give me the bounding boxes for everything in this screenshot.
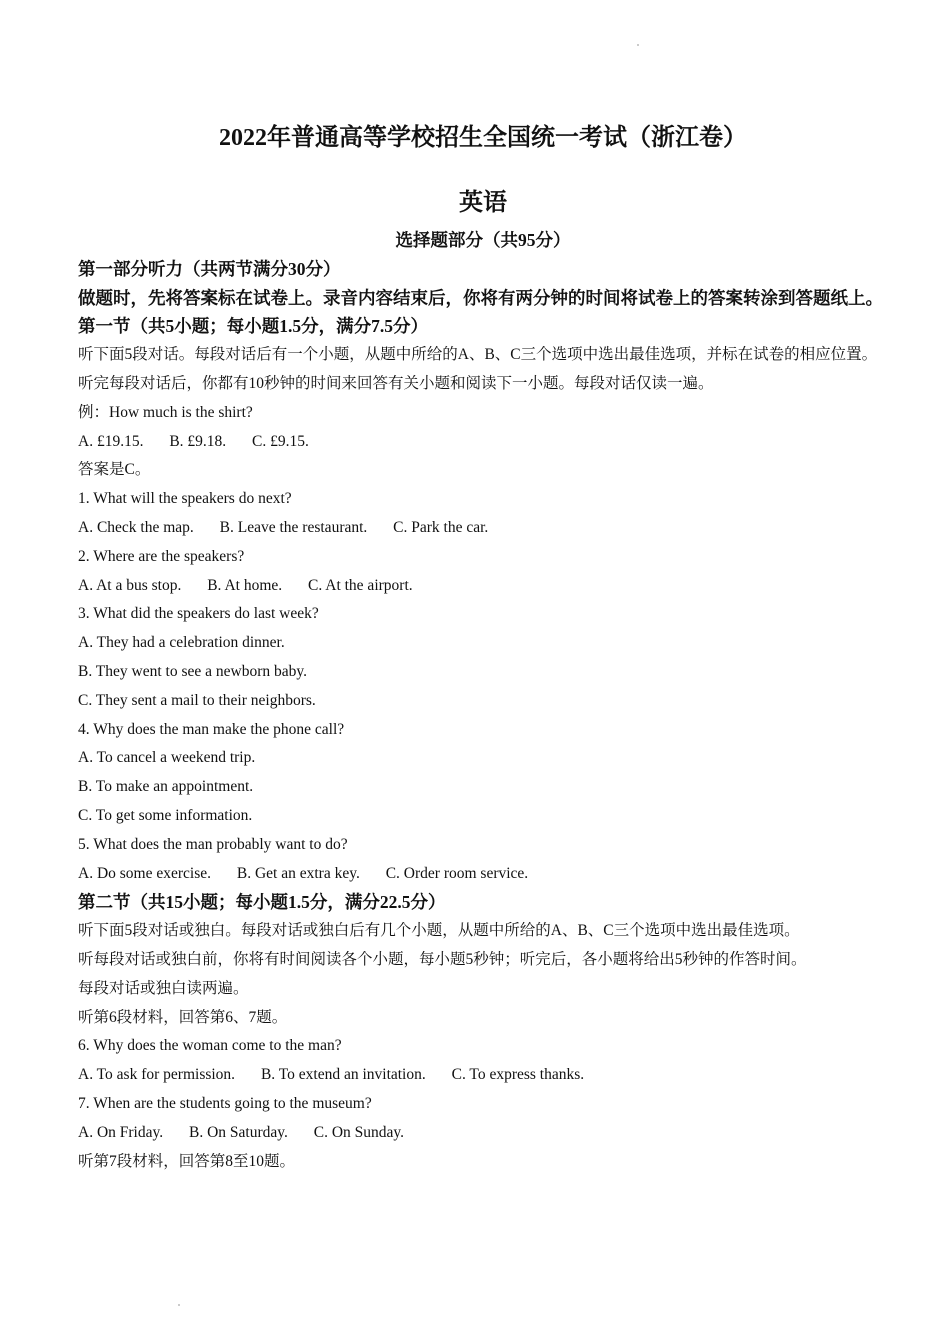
option: B. To extend an invitation. xyxy=(260,1066,426,1084)
question-5: 5. What does the man probably want to do? xyxy=(78,835,348,853)
option: B. They went to see a newborn baby. xyxy=(78,662,307,680)
material-6-note: 听第6段材料，回答第6、7题。 xyxy=(78,1008,288,1026)
section2-header: 第二节（共15小题；每小题1.5分，满分22.5分） xyxy=(78,892,446,913)
question-6: 6. Why does the woman come to the man? xyxy=(78,1037,342,1055)
option: C. To get some information. xyxy=(78,806,253,824)
option: A. £19.15. xyxy=(78,432,144,450)
options-6 xyxy=(78,1061,888,1090)
question-2: 2. Where are the speakers? xyxy=(78,547,245,565)
option: A. Do some exercise. xyxy=(78,864,211,882)
section2-instruction-line: 听下面5段对话或独白。每段对话或独白后有几个小题，从题中所给的A、B、C三个选项中选出最佳选项。 xyxy=(78,922,800,940)
options-5 xyxy=(78,860,888,889)
option: C. They sent a mail to their neighbors. xyxy=(78,691,316,709)
option: A. Check the map. xyxy=(78,518,194,536)
option: B. Leave the restaurant. xyxy=(219,518,368,536)
option: A. To ask for permission. xyxy=(78,1066,236,1084)
option: C. At the airport. xyxy=(308,576,413,594)
section-header: 选择题部分（共95分） xyxy=(395,230,571,250)
option: B. At home. xyxy=(207,576,283,594)
option: A. At a bus stop. xyxy=(78,576,182,594)
options-1 xyxy=(78,514,888,543)
section2-instruction-line: 每段对话或独白读两遍。 xyxy=(78,979,249,997)
section1-instruction: 听下面5段对话。每段对话后有一个小题，从题中所给的A、B、C三个选项中选出最佳选项，并标在试卷的相应位置。听完每段对话后，你都有10秒钟的时间来回答有关小题和阅读下一小题。每段对话仅读一遍。 xyxy=(78,346,878,392)
part1-instruction: 做题时，先将答案标在试卷上。录音内容结束后，你将有两分钟的时间将试卷上的答案转涂到答题纸上。 xyxy=(78,287,883,308)
part1-header: 第一部分听力（共两节满分30分） xyxy=(78,258,341,279)
section1-header: 第一节（共5小题；每小题1.5分，满分7.5分） xyxy=(78,316,428,337)
example-question: 例：How much is the shirt? xyxy=(78,403,253,421)
option: C. To express thanks. xyxy=(451,1066,585,1084)
options-7 xyxy=(78,1119,888,1148)
example-options xyxy=(78,428,888,457)
exam-title: 2022年普通高等学校招生全国统一考试（浙江卷） xyxy=(219,125,747,151)
option: C. Order room service. xyxy=(385,864,529,882)
exam-content xyxy=(78,118,888,1176)
example-answer: 答案是C。 xyxy=(78,461,151,479)
option: B. £9.18. xyxy=(169,432,227,450)
question-4: 4. Why does the man make the phone call? xyxy=(78,720,345,738)
option: A. On Friday. xyxy=(78,1123,164,1141)
option: A. To cancel a weekend trip. xyxy=(78,749,256,767)
option: B. To make an appointment. xyxy=(78,778,254,796)
section2-instruction-line: 听每段对话或独白前，你将有时间阅读各个小题，每小题5秒钟；听完后，各小题将给出5秒钟的作答时间。 xyxy=(78,950,807,968)
option: C. On Sunday. xyxy=(313,1123,405,1141)
scan-speck xyxy=(637,44,639,46)
material-7-note: 听第7段材料，回答第8至10题。 xyxy=(78,1152,296,1170)
question-1: 1. What will the speakers do next? xyxy=(78,490,292,508)
option: C. £9.15. xyxy=(252,432,309,450)
question-3: 3. What did the speakers do last week? xyxy=(78,605,319,623)
subject-title: 英语 xyxy=(459,190,507,216)
option: C. Park the car. xyxy=(393,518,489,536)
option: B. On Saturday. xyxy=(188,1123,288,1141)
option: B. Get an extra key. xyxy=(236,864,360,882)
option: A. They had a celebration dinner. xyxy=(78,634,285,652)
scan-speck xyxy=(178,1304,180,1306)
options-2 xyxy=(78,572,888,601)
question-7: 7. When are the students going to the museum? xyxy=(78,1094,372,1112)
